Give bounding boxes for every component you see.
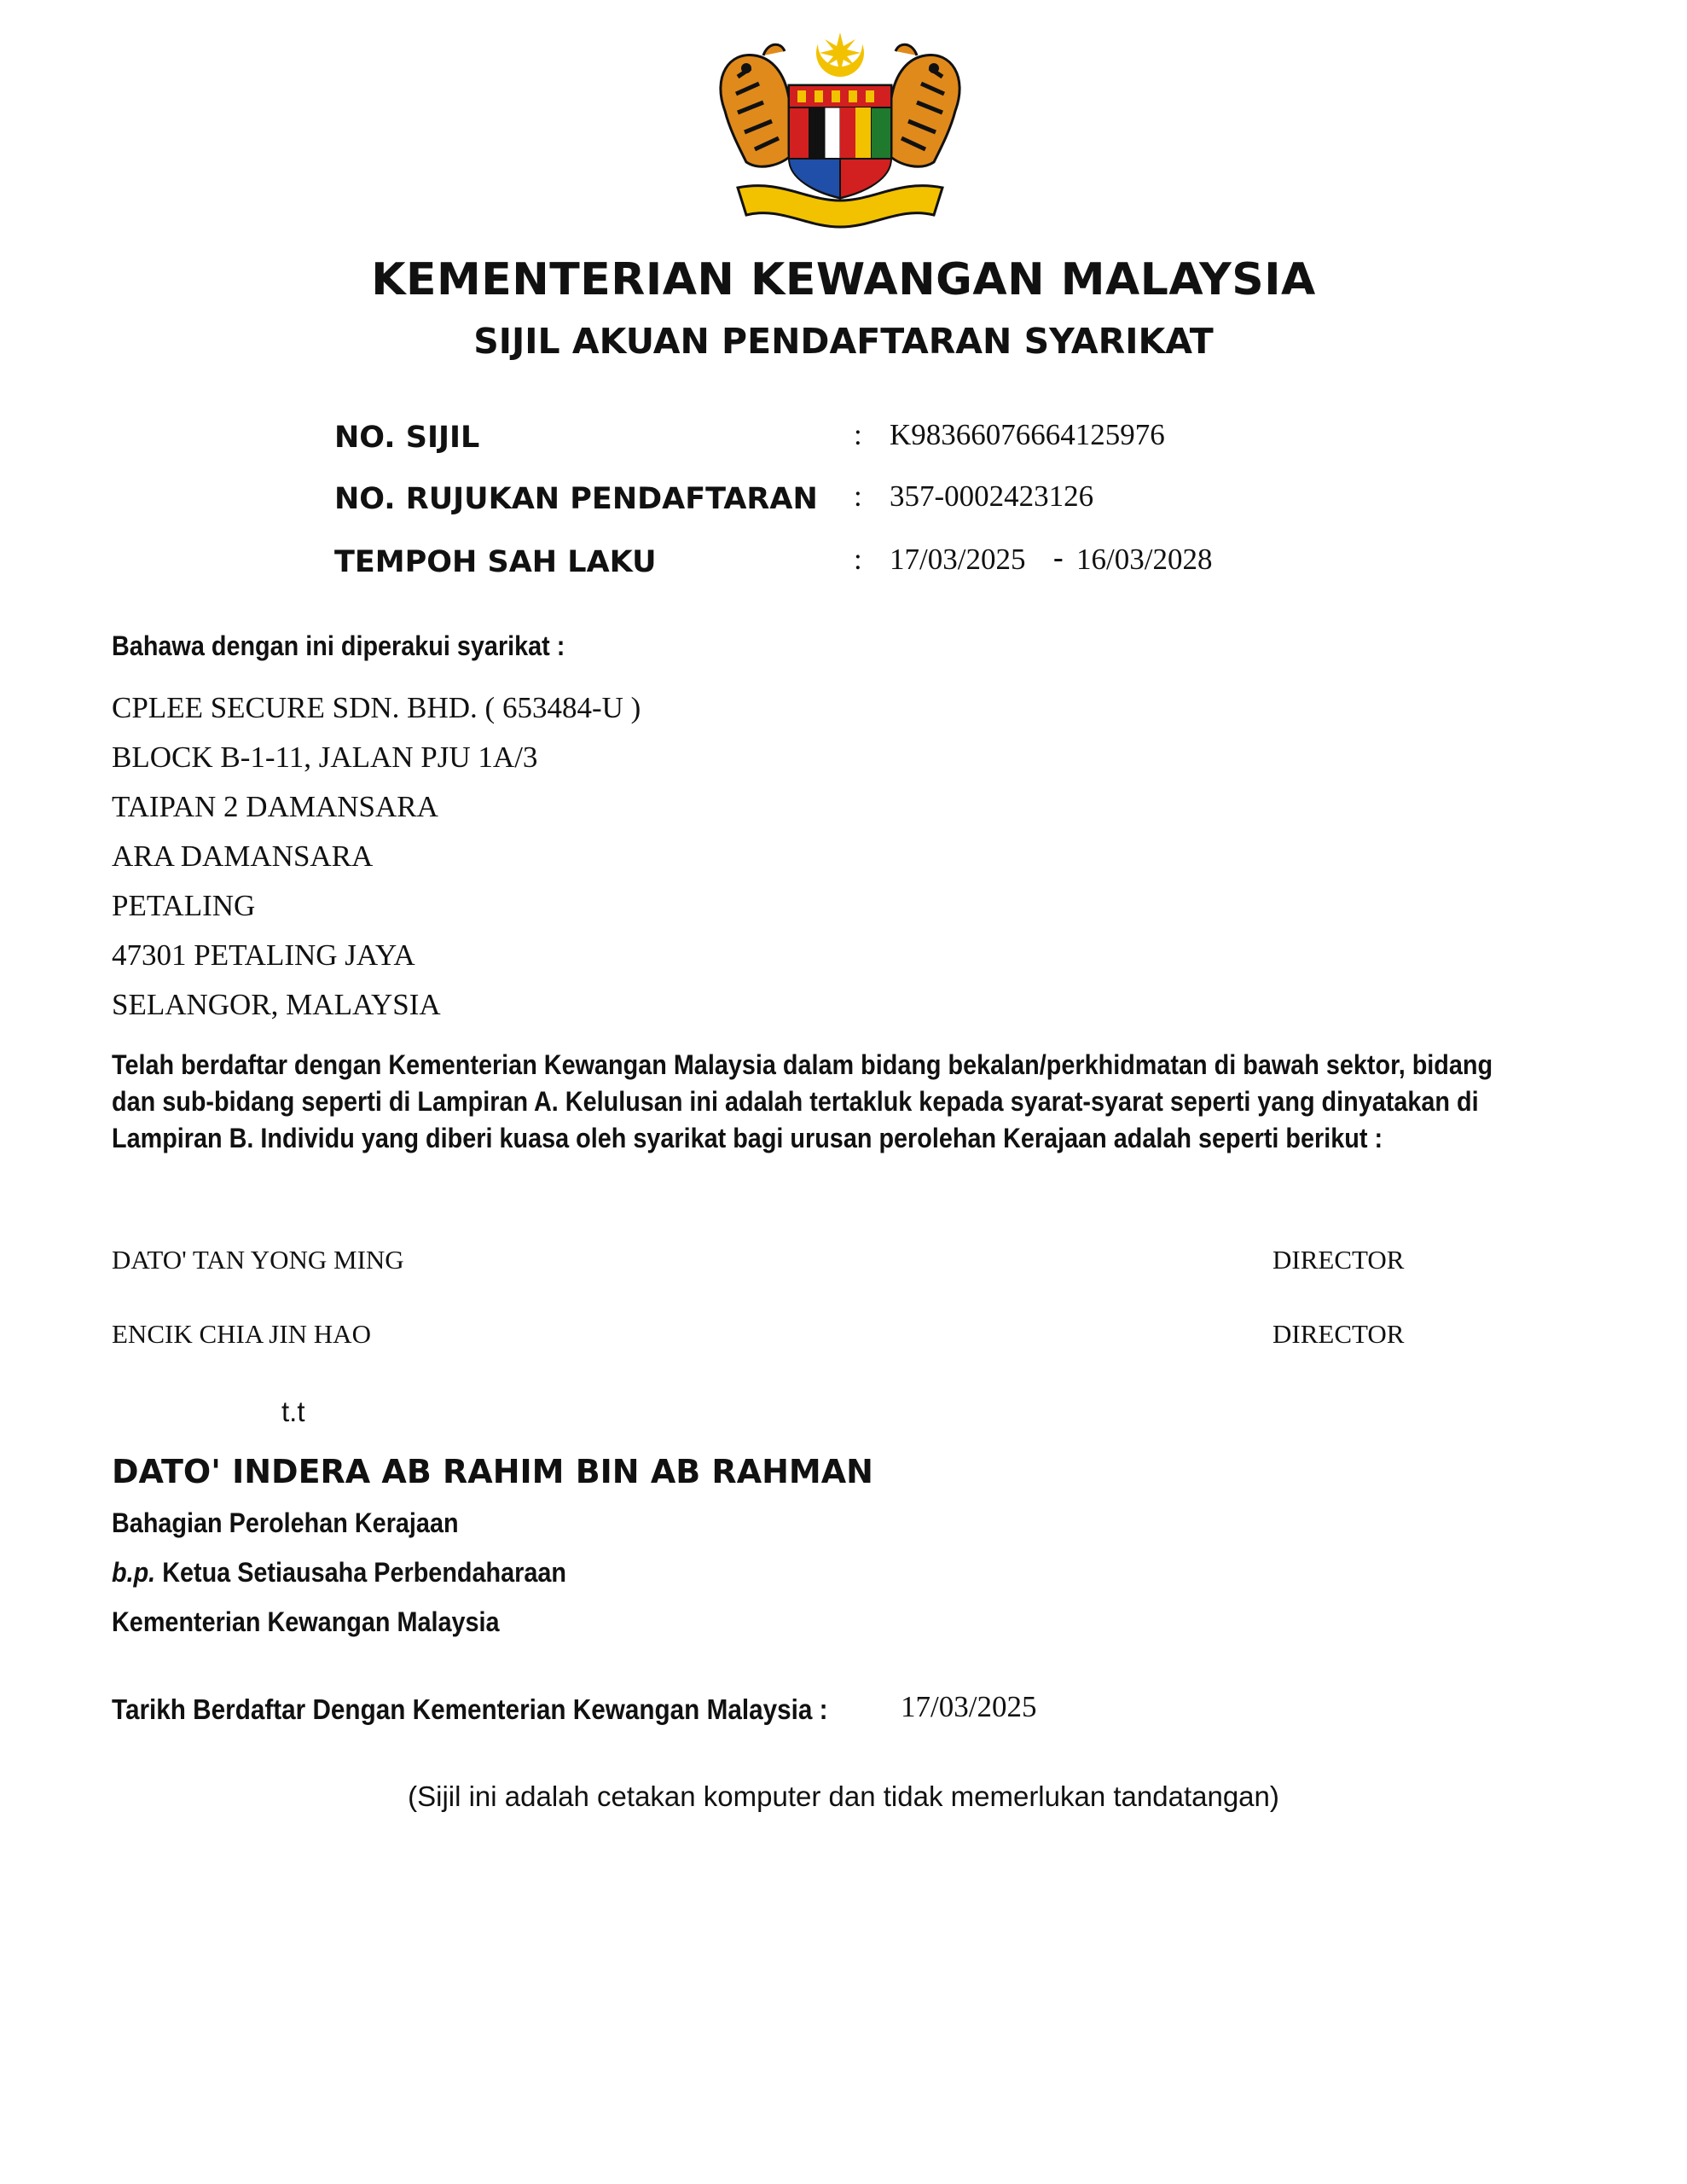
signatory-on-behalf <box>112 1557 566 1589</box>
signatory-ministry: Kementerian Kewangan Malaysia <box>112 1606 500 1637</box>
certificate-no-label: NO. SIJIL <box>334 421 480 455</box>
certification-intro: Bahawa dengan ini diperakui syarikat : <box>112 630 565 661</box>
certificate-no-value: K98366076664125976 <box>890 418 1165 451</box>
signatory-name: DATO' INDERA AB RAHIM BIN AB RAHMAN <box>112 1453 873 1490</box>
validity-to: 16/03/2028 <box>1076 543 1213 576</box>
address-line: BLOCK B-1-11, JALAN PJU 1A/3 <box>112 741 538 774</box>
company-name: CPLEE SECURE SDN. BHD. ( 653484-U ) <box>112 691 641 724</box>
validity-separator: - <box>1053 541 1064 574</box>
registration-ref-value: 357-0002423126 <box>890 479 1094 513</box>
statement-line: Lampiran B. Individu yang diberi kuasa oleh syarikat bagi urusan perolehan Kerajaan adalah seperti berikut : <box>112 1123 1383 1153</box>
validity-from: 17/03/2025 <box>890 543 1026 576</box>
address-line: TAIPAN 2 DAMANSARA <box>112 790 438 823</box>
ministry-title: KEMENTERIAN KEWANGAN MALAYSIA <box>371 254 1316 305</box>
certificate-no-colon: : <box>854 418 862 451</box>
authorized-person-name: ENCIK CHIA JIN HAO <box>112 1319 371 1349</box>
bp-prefix: b.p. <box>112 1557 156 1588</box>
registration-date-label: Tarikh Berdaftar Dengan Kementerian Kewangan Malaysia : <box>112 1693 828 1725</box>
malaysia-coat-of-arms-icon <box>678 17 1002 239</box>
validity-label: TEMPOH SAH LAKU <box>334 545 657 579</box>
registration-date-value: 17/03/2025 <box>901 1690 1037 1723</box>
address-line: ARA DAMANSARA <box>112 839 374 873</box>
signatory-division: Bahagian Perolehan Kerajaan <box>112 1507 459 1538</box>
registration-ref-label: NO. RUJUKAN PENDAFTARAN <box>334 482 818 516</box>
authorized-person-role: DIRECTOR <box>1272 1245 1405 1275</box>
certificate-title: SIJIL AKUAN PENDAFTARAN SYARIKAT <box>473 321 1214 362</box>
address-line: SELANGOR, MALAYSIA <box>112 988 441 1021</box>
validity-colon: : <box>854 543 862 576</box>
statement-line: dan sub-bidang seperti di Lampiran A. Kelulusan ini adalah tertakluk kepada syarat-syarat seperti yang dinyatakan di <box>112 1086 1479 1117</box>
address-line: PETALING <box>112 889 256 922</box>
authorized-person-name: DATO' TAN YONG MING <box>112 1245 404 1275</box>
authorized-person-role: DIRECTOR <box>1272 1319 1405 1349</box>
on-behalf-title: Ketua Setiausaha Perbendaharaan <box>162 1557 566 1588</box>
computer-generated-note: (Sijil ini adalah cetakan komputer dan tidak memerlukan tandatangan) <box>408 1780 1279 1812</box>
signature-tt: t.t <box>281 1396 305 1427</box>
statement-line: Telah berdaftar dengan Kementerian Kewangan Malaysia dalam bidang bekalan/perkhidmatan di bawah sektor, bidang <box>112 1049 1493 1080</box>
registration-ref-colon: : <box>854 479 862 513</box>
address-line: 47301 PETALING JAYA <box>112 938 415 972</box>
